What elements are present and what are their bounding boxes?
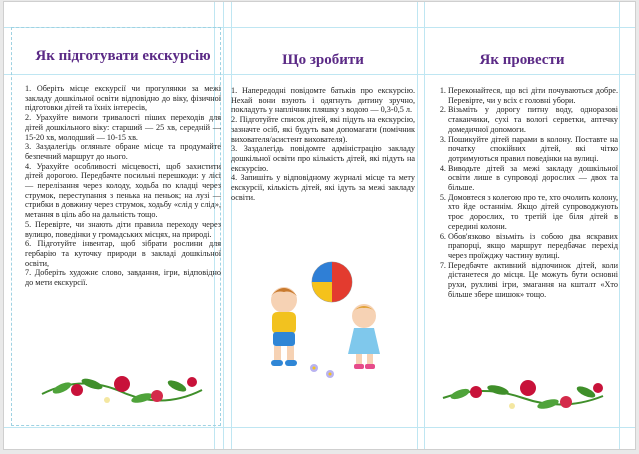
list-item: 1. Переконайтеся, що всі діти почуваються добре. Перевірте, чи у всіх є головні убори. <box>448 86 618 105</box>
list-item: 4. Урахуйте особливості місцевості, щоб захистити дітей дорогою. Передбачте посильні перешкоди: у лісі — перелізання через колоду, ходьба по кладці через струмок, переступання з пенька на пеньок; на лузі — стрибки в довжину через струмок, ходьбу «слід у слід», метання в ціль або на дальність тощо. <box>25 161 221 220</box>
column-body <box>231 86 415 202</box>
flowers-decoration <box>438 362 608 422</box>
list-item: 2. Підготуйте список дітей, які підуть на екскурсію, зазначте осіб, які будуть вам допомагати (помічник вихователя/асистент вихователя). <box>231 115 415 144</box>
list-item: 5. Перевірте, чи знають діти правила переходу через вулицю, поведінки у громадських місцях, на природі. <box>25 219 221 239</box>
guide-line <box>619 2 620 449</box>
list-item: 3. Заздалегідь огляньте обране місце та продумайте безпечний маршрут до нього. <box>25 142 221 161</box>
list-item: 2. Візьміть у дорогу питну воду, одноразові стаканчики, сухі та вологі серветки, аптечку домедичної допомоги. <box>448 105 618 134</box>
column-body <box>25 84 221 288</box>
column-conduct <box>426 2 618 449</box>
column-title: Як підготувати екскурсію <box>35 48 211 64</box>
list-item: 2. Урахуйте вимоги тривалості піших переходів для дітей дошкільного віку: старший — 25 хв, середній — 15-20 хв, молодший — 10-15 хв. <box>25 113 221 142</box>
list-item: 6. Обов'язково візьміть із собою два яскравих прапорці, якщо маршрут передбачає перехід через проїжджу частину вулиці. <box>448 232 618 261</box>
list-item: 1. Напередодні повідомте батьків про екскурсію. Нехай вони взують і одягнуть дитину зручно, покладуть у наплічник пляшку з водою — 0,3-0,5 л. <box>231 86 415 115</box>
column-todo <box>231 2 415 449</box>
column-body <box>426 86 618 299</box>
list-item: 7. Доберіть художнє слово, завдання, ігри, відповідно до мети екскурсії. <box>25 268 221 288</box>
list-item: 4. Запишіть у відповідному журналі місце та мету екскурсії, кількість дітей, які ідуть за межі закладу освіти. <box>231 173 415 202</box>
list-item: 7. Передбачте активний відпочинок дітей, коли дістанетеся до місця. Це можуть бути основні рухи, рухливі ігри, змагання на кшталт «Хто більше збере шишок» тощо. <box>448 261 618 300</box>
guide-line <box>417 2 418 449</box>
list-item: 1. Оберіть місце екскурсії чи прогулянки за межі закладу дошкільної освіти відповідно до віку, фізичної підготовки дітей та їхніх інтересів, <box>25 84 221 113</box>
list-item: 5. Домовтеся з колегою про те, хто очолить колону, хто йде останнім. Якщо дітей супроводжують троє дорослих, то третій іде біля дітей в середині колони. <box>448 193 618 232</box>
guide-line <box>223 2 224 449</box>
children-playing-ball-illustration <box>244 260 404 380</box>
list-item: 4. Виводьте дітей за межі закладу дошкільної освіти лише в супроводі дорослих — двох та більше. <box>448 164 618 193</box>
brochure-page <box>4 2 635 449</box>
list-item: 6. Підготуйте інвентар, щоб зібрати рослини для гербарію та куточку природи в закладі дошкільної освіти, <box>25 239 221 268</box>
list-item: 3. Заздалегідь повідомте адміністрацію закладу дошкільної освіти про кількість дітей, які підуть на екскурсію. <box>231 144 415 173</box>
list-item: 3. Пошикуйте дітей парами в колону. Поставте на початку спокійних дітей, які чітко дотримуються правил поведінки на вулиці. <box>448 135 618 164</box>
column-title: Як провести <box>479 52 565 68</box>
column-title: Що зробити <box>282 52 364 68</box>
flowers-decoration <box>37 354 207 414</box>
numbered-list <box>426 86 618 299</box>
guide-line <box>424 2 425 449</box>
column-prepare <box>25 2 221 449</box>
